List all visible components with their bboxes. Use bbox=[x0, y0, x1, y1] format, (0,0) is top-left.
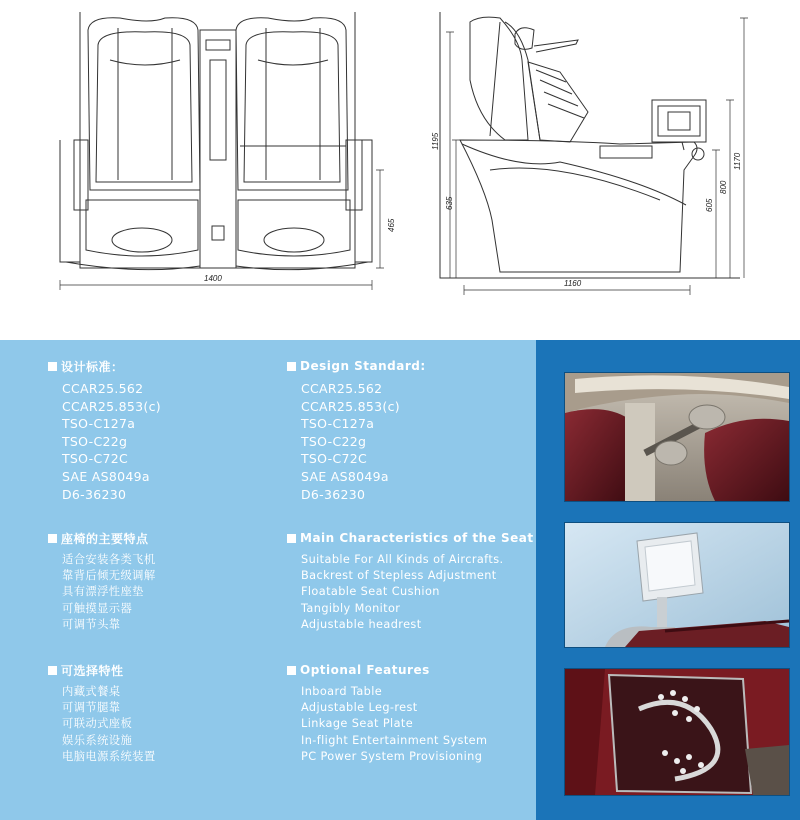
list-item: TSO-C22g bbox=[301, 433, 367, 449]
design-standard-en-list bbox=[301, 380, 426, 503]
technical-drawing-area bbox=[0, 0, 800, 340]
optional-en-list bbox=[301, 684, 487, 765]
dim-side-height-1195: 1195 bbox=[431, 132, 440, 150]
list-item: 适合安装各类飞机 bbox=[62, 553, 156, 566]
characteristics-cn-list bbox=[62, 552, 156, 633]
design-standard-cn-heading: 设计标准： bbox=[61, 359, 124, 374]
design-standard-en-heading: Design Standard: bbox=[300, 359, 426, 373]
optional-cn-list bbox=[62, 684, 156, 765]
monitor-photo bbox=[564, 522, 790, 648]
list-item: 可调节头靠 bbox=[62, 617, 121, 631]
list-item: CCAR25.853(c) bbox=[62, 398, 161, 414]
list-item: 内藏式餐桌 bbox=[62, 685, 121, 698]
list-item: Backrest of Stepless Adjustment bbox=[301, 569, 497, 583]
list-item: Floatable Seat Cushion bbox=[301, 585, 440, 599]
list-item: 靠背后倾无级调解 bbox=[62, 569, 156, 583]
optional-cn-heading: 可选择特性 bbox=[61, 663, 124, 678]
list-item: Suitable For All Kinds of Aircrafts. bbox=[301, 553, 504, 566]
list-item: D6-36230 bbox=[301, 486, 366, 502]
list-item: 娱乐系统设施 bbox=[62, 733, 133, 747]
list-item: PC Power System Provisioning bbox=[301, 749, 483, 763]
characteristics-en-list bbox=[301, 552, 534, 633]
list-item: CCAR25.853(c) bbox=[301, 398, 400, 414]
list-item: TSO-C22g bbox=[62, 433, 128, 449]
list-item: Adjustable headrest bbox=[301, 617, 422, 631]
list-item: SAE AS8049a bbox=[62, 468, 150, 484]
list-item: Linkage Seat Plate bbox=[301, 717, 414, 731]
side-view-drawing bbox=[440, 12, 740, 278]
list-item: TSO-C72C bbox=[62, 451, 129, 467]
list-item: CCAR25.562 bbox=[301, 381, 383, 396]
characteristics-en-heading: Main Characteristics of the Seat bbox=[300, 531, 534, 545]
table-touchpad-photo bbox=[564, 668, 790, 796]
list-item: D6-36230 bbox=[62, 486, 127, 502]
list-item: 具有漂浮性座垫 bbox=[62, 585, 144, 599]
list-item: Inboard Table bbox=[301, 685, 383, 698]
characteristics-cn bbox=[48, 530, 156, 633]
list-item: Tangibly Monitor bbox=[301, 601, 401, 615]
characteristics-cn-heading: 座椅的主要特点 bbox=[61, 531, 149, 546]
front-view-drawing bbox=[60, 12, 372, 270]
list-item: TSO-C127a bbox=[62, 416, 136, 432]
dim-side-depth: 1160 bbox=[564, 279, 582, 288]
seat-drawings bbox=[0, 0, 800, 340]
optional-en-heading: Optional Features bbox=[300, 663, 430, 677]
dim-front-width: 1400 bbox=[204, 274, 222, 283]
list-item: SAE AS8049a bbox=[301, 468, 389, 484]
list-item: In-flight Entertainment System bbox=[301, 733, 488, 747]
optional-cn bbox=[48, 662, 156, 765]
list-item: Adjustable Leg-rest bbox=[301, 701, 418, 715]
design-standard-cn-list bbox=[62, 380, 161, 503]
list-item: 电脑电源系统装置 bbox=[62, 749, 156, 763]
headrest-photo bbox=[564, 372, 790, 502]
design-standard-en bbox=[287, 358, 426, 503]
dim-side-height-635: 635 bbox=[445, 196, 454, 210]
list-item: 可调节腿靠 bbox=[62, 701, 121, 715]
dim-front-height: 465 bbox=[387, 218, 396, 232]
list-item: CCAR25.562 bbox=[62, 381, 144, 396]
design-standard-cn bbox=[48, 358, 161, 503]
list-item: 可联动式座板 bbox=[62, 717, 133, 731]
dim-side-height-800: 800 bbox=[719, 180, 728, 194]
list-item: TSO-C127a bbox=[301, 416, 375, 432]
list-item: TSO-C72C bbox=[301, 451, 368, 467]
optional-en bbox=[287, 662, 487, 765]
list-item: 可触摸显示器 bbox=[62, 601, 133, 615]
characteristics-en bbox=[287, 530, 534, 633]
dim-side-height-605: 605 bbox=[705, 198, 714, 212]
dim-side-height-1170: 1170 bbox=[733, 152, 742, 170]
